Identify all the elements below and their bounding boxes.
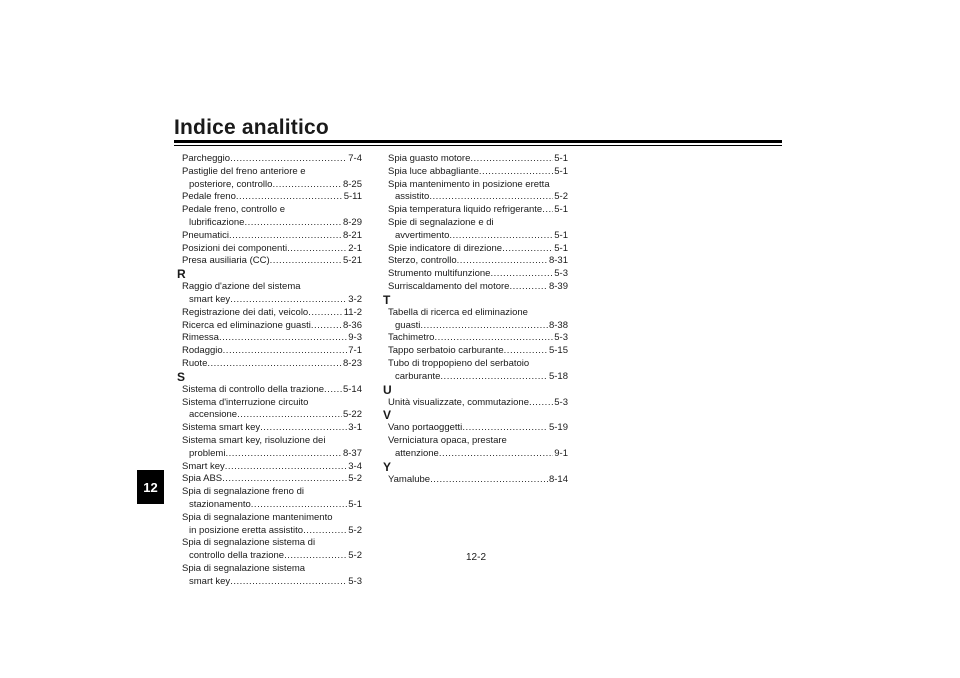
- index-entry-term: in posizione eretta assistito: [189, 524, 304, 536]
- index-entry: [182, 243, 362, 256]
- index-entry-term: Smart key: [182, 460, 225, 472]
- index-entry-line: Tabella di ricerca ed eliminazione: [388, 306, 528, 318]
- index-entry-page: 2-1: [348, 242, 362, 254]
- index-column-right: [383, 153, 568, 487]
- index-entry: [182, 358, 362, 371]
- index-entry-line: Sistema d'interruzione circuito: [182, 396, 309, 408]
- index-entry-term: Rodaggio: [182, 345, 223, 357]
- index-entry: [388, 204, 568, 217]
- index-entry-page: 8-29: [342, 216, 362, 228]
- index-letter-heading: S: [177, 369, 186, 384]
- index-entry-term: Tappo serbatoio carburante: [388, 345, 504, 357]
- index-entry: [182, 461, 362, 474]
- index-entry: [388, 320, 568, 333]
- index-entry-term: assistito: [395, 191, 430, 203]
- dot-leader: [440, 371, 548, 384]
- index-entry-line: Sistema smart key, risoluzione dei: [182, 434, 326, 446]
- index-entry-page: 8-23: [342, 357, 362, 369]
- index-entry-term: Registrazione dei dati, veicolo: [182, 306, 309, 318]
- dot-leader: [270, 255, 342, 268]
- index-entry-term: Surriscaldamento del motore: [388, 280, 510, 292]
- dot-leader: [225, 448, 342, 461]
- index-entry-term: Spia temperatura liquido refrigerante: [388, 204, 543, 216]
- index-entry-page: 8-36: [342, 319, 362, 331]
- index-entry-line: Pedale freno, controllo e: [182, 204, 285, 216]
- index-entry-term: accensione: [189, 409, 238, 421]
- index-entry-page: 3-2: [348, 293, 362, 305]
- index-entry: [182, 153, 362, 166]
- index-letter-heading: R: [177, 267, 186, 282]
- index-entry-line: Spie di segnalazione e di: [388, 216, 494, 228]
- index-entry-line: Spia di segnalazione freno di: [182, 486, 305, 498]
- index-entry-term: controllo della trazione: [189, 550, 285, 562]
- index-entry-term: Sistema smart key: [182, 422, 261, 434]
- index-entry: [388, 345, 568, 358]
- index-entry-page: 8-39: [548, 280, 568, 292]
- index-entry-page: 5-1: [554, 229, 568, 241]
- index-entry: [182, 345, 362, 358]
- index-entry-term: Spia luce abbagliante: [388, 165, 479, 177]
- index-entry-page: 8-31: [548, 255, 568, 267]
- index-entry: [388, 230, 568, 243]
- dot-leader: [311, 320, 342, 333]
- index-entry-line: Verniciatura opaca, prestare: [388, 435, 507, 447]
- dot-leader: [434, 332, 553, 345]
- index-entry-term: lubrificazione: [189, 216, 245, 228]
- dot-leader: [479, 166, 553, 179]
- index-entry-page: 8-25: [342, 178, 362, 190]
- index-letter-heading: U: [383, 382, 392, 397]
- index-entry: [388, 255, 568, 268]
- dot-leader: [439, 448, 553, 461]
- index-entry-term: Pedale freno: [182, 191, 236, 203]
- dot-leader: [462, 422, 548, 435]
- index-entry: [388, 332, 568, 345]
- index-entry: [182, 179, 362, 192]
- header-rule-thin: [174, 145, 782, 146]
- index-entry-term: Posizioni dei componenti: [182, 242, 288, 254]
- index-entry-term: Yamalube: [388, 473, 431, 485]
- index-entry: [388, 448, 568, 461]
- index-entry-term: avvertimento: [395, 229, 450, 241]
- index-entry: [388, 397, 568, 410]
- index-entry-term: Unità visualizzate, commutazione: [388, 396, 529, 408]
- index-entry-term: Spie indicatore di direzione: [388, 242, 503, 254]
- index-entry-page: 8-38: [548, 319, 568, 331]
- index-entry-page: 5-21: [342, 255, 362, 267]
- dot-leader: [457, 255, 548, 268]
- index-entry-line: Spia di segnalazione sistema: [182, 562, 306, 574]
- index-entry-page: 5-3: [348, 575, 362, 587]
- index-entry-term: smart key: [189, 293, 231, 305]
- index-entry-page: 5-22: [342, 409, 362, 421]
- index-entry: [182, 576, 362, 589]
- dot-leader: [251, 499, 347, 512]
- dot-leader: [509, 281, 548, 294]
- dot-leader: [420, 320, 548, 333]
- header-rule-thick: [174, 140, 782, 143]
- index-entry: [388, 153, 568, 166]
- index-entry: [182, 384, 362, 397]
- index-entry-line: Tubo di troppopieno del serbatoio: [388, 357, 530, 369]
- index-entry-page: 5-2: [348, 473, 362, 485]
- index-entry-page: 5-2: [348, 524, 362, 536]
- index-entry: [182, 217, 362, 230]
- index-entry: [388, 422, 568, 435]
- dot-leader: [529, 397, 553, 410]
- index-entry-term: Parcheggio: [182, 153, 231, 164]
- dot-leader: [229, 230, 342, 243]
- index-entry-term: Tachimetro: [388, 332, 435, 344]
- index-entry-page: 5-19: [548, 422, 568, 434]
- index-entry-page: 5-15: [548, 345, 568, 357]
- index-entry-term: Spia guasto motore: [388, 153, 471, 164]
- index-entry-page: 11-2: [343, 306, 362, 318]
- index-entry-line: Raggio d'azione del sistema: [182, 281, 301, 293]
- index-entry-page: 3-4: [348, 460, 362, 472]
- index-entry-page: 5-1: [554, 204, 568, 216]
- index-entry: [182, 499, 362, 512]
- index-entry-term: attenzione: [395, 447, 439, 459]
- index-entry: [182, 320, 362, 333]
- index-entry-page: 9-3: [348, 332, 362, 344]
- dot-leader: [287, 243, 347, 256]
- dot-leader: [225, 461, 348, 474]
- index-entry-page: 5-3: [554, 268, 568, 280]
- index-entry-page: 5-1: [554, 165, 568, 177]
- index-entry-page: 5-2: [348, 550, 362, 562]
- dot-leader: [470, 153, 553, 166]
- dot-leader: [260, 422, 347, 435]
- index-entry-line: Pastiglie del freno anteriore e: [182, 165, 306, 177]
- dot-leader: [236, 191, 343, 204]
- index-entry-term: Strumento multifunzione: [388, 268, 491, 280]
- index-entry-term: Ricerca ed eliminazione guasti: [182, 319, 311, 331]
- index-entry: [182, 230, 362, 243]
- index-entry-page: 5-1: [554, 153, 568, 164]
- index-entry: [388, 243, 568, 256]
- index-entry: [182, 294, 362, 307]
- index-entry: [388, 474, 568, 487]
- index-entry: [388, 281, 568, 294]
- index-entry-page: 5-18: [548, 370, 568, 382]
- index-entry-term: Sterzo, controllo: [388, 255, 457, 267]
- index-entry: [388, 371, 568, 384]
- index-entry-line: Spia di segnalazione sistema di: [182, 537, 316, 549]
- index-entry-term: Vano portaoggetti: [388, 422, 463, 434]
- index-entry-term: stazionamento: [189, 498, 251, 510]
- index-entry-page: 7-4: [348, 153, 362, 164]
- index-entry-term: Pneumatici: [182, 229, 229, 241]
- dot-leader: [222, 473, 347, 486]
- index-entry: [182, 409, 362, 422]
- index-entry-term: carburante: [395, 370, 441, 382]
- dot-leader: [219, 332, 347, 345]
- index-entry-page: 5-11: [343, 191, 362, 203]
- dot-leader: [504, 345, 548, 358]
- index-entry: [182, 448, 362, 461]
- index-entry-term: Presa ausiliaria (CC): [182, 255, 270, 267]
- dot-leader: [237, 409, 342, 422]
- page-number: 12-2: [466, 552, 487, 563]
- index-entry-page: 5-1: [554, 242, 568, 254]
- index-entry: [182, 422, 362, 435]
- dot-leader: [542, 204, 553, 217]
- index-entry-term: Spia ABS: [182, 473, 223, 485]
- dot-leader: [429, 191, 553, 204]
- index-letter-heading: T: [383, 292, 391, 307]
- index-entry-page: 5-3: [554, 396, 568, 408]
- dot-leader: [207, 358, 342, 371]
- index-entry: [388, 191, 568, 204]
- dot-leader: [449, 230, 553, 243]
- index-entry: [182, 332, 362, 345]
- dot-leader: [230, 576, 347, 589]
- dot-leader: [230, 153, 347, 166]
- index-entry-page: 5-14: [342, 383, 362, 395]
- index-entry-term: posteriore, controllo: [189, 178, 273, 190]
- index-entry-term: Ruote: [182, 357, 208, 369]
- index-entry-page: 5-2: [554, 191, 568, 203]
- index-entry: [182, 473, 362, 486]
- index-entry-line: Spia di segnalazione mantenimento: [182, 511, 333, 523]
- dot-leader: [324, 384, 342, 397]
- dot-leader: [308, 307, 342, 320]
- dot-leader: [244, 217, 342, 230]
- index-entry: [182, 525, 362, 538]
- dot-leader: [272, 179, 342, 192]
- dot-leader: [230, 294, 347, 307]
- index-letter-heading: V: [383, 408, 392, 423]
- index-column-left: [177, 153, 362, 589]
- dot-leader: [284, 550, 347, 563]
- index-entry-page: 3-1: [348, 422, 362, 434]
- index-entry-page: 5-3: [554, 332, 568, 344]
- index-entry-line: Spia mantenimento in posizione eretta: [388, 178, 550, 190]
- index-entry-page: 8-14: [548, 473, 568, 485]
- index-entry: [182, 191, 362, 204]
- dot-leader: [502, 243, 553, 256]
- index-entry-page: 8-21: [342, 229, 362, 241]
- index-entry: [388, 166, 568, 179]
- dot-leader: [223, 345, 348, 358]
- index-letter-heading: Y: [383, 459, 392, 474]
- index-entry-page: 5-1: [348, 498, 362, 510]
- dot-leader: [490, 268, 553, 281]
- dot-leader: [430, 474, 548, 487]
- index-entry-page: 7-1: [348, 345, 362, 357]
- index-entry: [182, 550, 362, 563]
- index-entry-term: smart key: [189, 575, 231, 587]
- page-title: Indice analitico: [174, 116, 329, 139]
- index-entry: [388, 268, 568, 281]
- index-entry-page: 8-37: [342, 447, 362, 459]
- index-entry-term: problemi: [189, 447, 226, 459]
- index-entry-term: Sistema di controllo della trazione: [182, 383, 325, 395]
- index-entry-term: guasti: [395, 319, 421, 331]
- index-entry: [182, 255, 362, 268]
- index-entry: [182, 307, 362, 320]
- index-entry-page: 9-1: [554, 447, 568, 459]
- index-entry-term: Rimessa: [182, 332, 219, 344]
- dot-leader: [303, 525, 347, 538]
- chapter-tab: 12: [137, 470, 164, 504]
